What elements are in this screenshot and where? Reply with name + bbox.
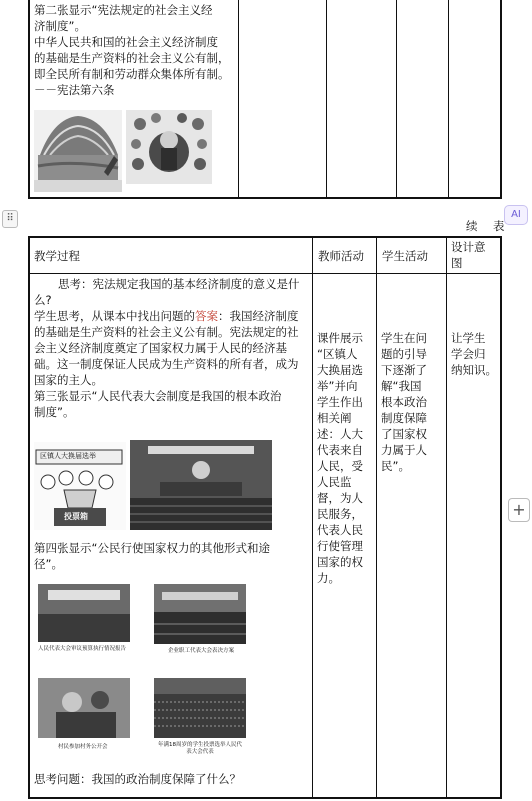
add-row-button[interactable]: +: [508, 498, 530, 522]
drag-handle-icon[interactable]: ⠿: [2, 210, 18, 228]
teacher-activity-text: 课件展示 “区镇人 大换届选 举”并向 学生作出 相关阐 述：人大 代表来自 人民，受 人民监 督，为人 民服务， 代表人民 行使管理 国家的权 力。: [317, 331, 363, 585]
npc-hall-photo: [130, 440, 272, 530]
process-text-block-1: 思考：宪法规定我国的基本经济制度的意义是什 么? 学生思考，从课本中找出问题的答案：我国经济制度 的基础是生产资料的社会主义公有制。宪法规定的社 会主义经济制度奠定了国家权力属于人民的经济基 础。这一制度保证人民成为生产资料的所有者，成为 国家的主人。 第三张显示“人民代表大会制度是我国的根本政治 制度”。: [34, 277, 300, 419]
header-student: 学生活动: [382, 249, 428, 263]
design-intent-text: 让学生 学会归 纳知识。: [451, 331, 497, 377]
village-meeting-photo: [38, 678, 130, 738]
header-teacher: 教师活动: [318, 249, 364, 263]
budget-report-caption: 人民代表大会审议预算执行情况报告: [38, 646, 127, 652]
header-process: 教学过程: [34, 249, 80, 263]
budget-report-photo: [38, 584, 130, 642]
ai-assistant-button[interactable]: AI: [504, 205, 528, 225]
workers-congress-photo: [154, 584, 246, 644]
top-table: [28, 0, 502, 199]
header-design: 设计意 图: [451, 240, 486, 270]
think-question-2: 思考问题：我国的政治制度保障了什么？: [34, 772, 241, 786]
workers-congress-caption: 企业职工代表大会表决方案: [168, 648, 235, 654]
ballot-box-label: 投票箱: [64, 512, 88, 521]
poster-title: 区镇人大换届选举: [40, 452, 96, 460]
student-vote-photo: [154, 678, 246, 738]
continued-label: 续 表: [466, 219, 507, 233]
industry-collage-image: [126, 110, 212, 184]
village-meeting-caption: 村民参加村务公开会: [58, 744, 108, 750]
student-activity-text: 学生在问 题的引导 下逐渐了 解“我国 根本政治 制度保障 了国家权 力属于人 民”。: [381, 331, 427, 473]
election-poster-image: [34, 442, 126, 530]
landscape-image: [34, 110, 122, 192]
process-text-block-2: 第四张显示“公民行使国家权力的其他形式和途 径”。: [34, 541, 270, 571]
lesson-table: [28, 236, 502, 799]
student-vote-caption: 年满18周岁的学生投票选举人民代表大会代表: [158, 742, 242, 755]
top-text: 第二张显示“宪法规定的社会主义经 济制度”。 中华人民共和国的社会主义经济制度 的基础是生产资料的社会主义公有制， 即全民所有制和劳动群众集体所有制。 －－宪法第六条: [34, 3, 230, 97]
